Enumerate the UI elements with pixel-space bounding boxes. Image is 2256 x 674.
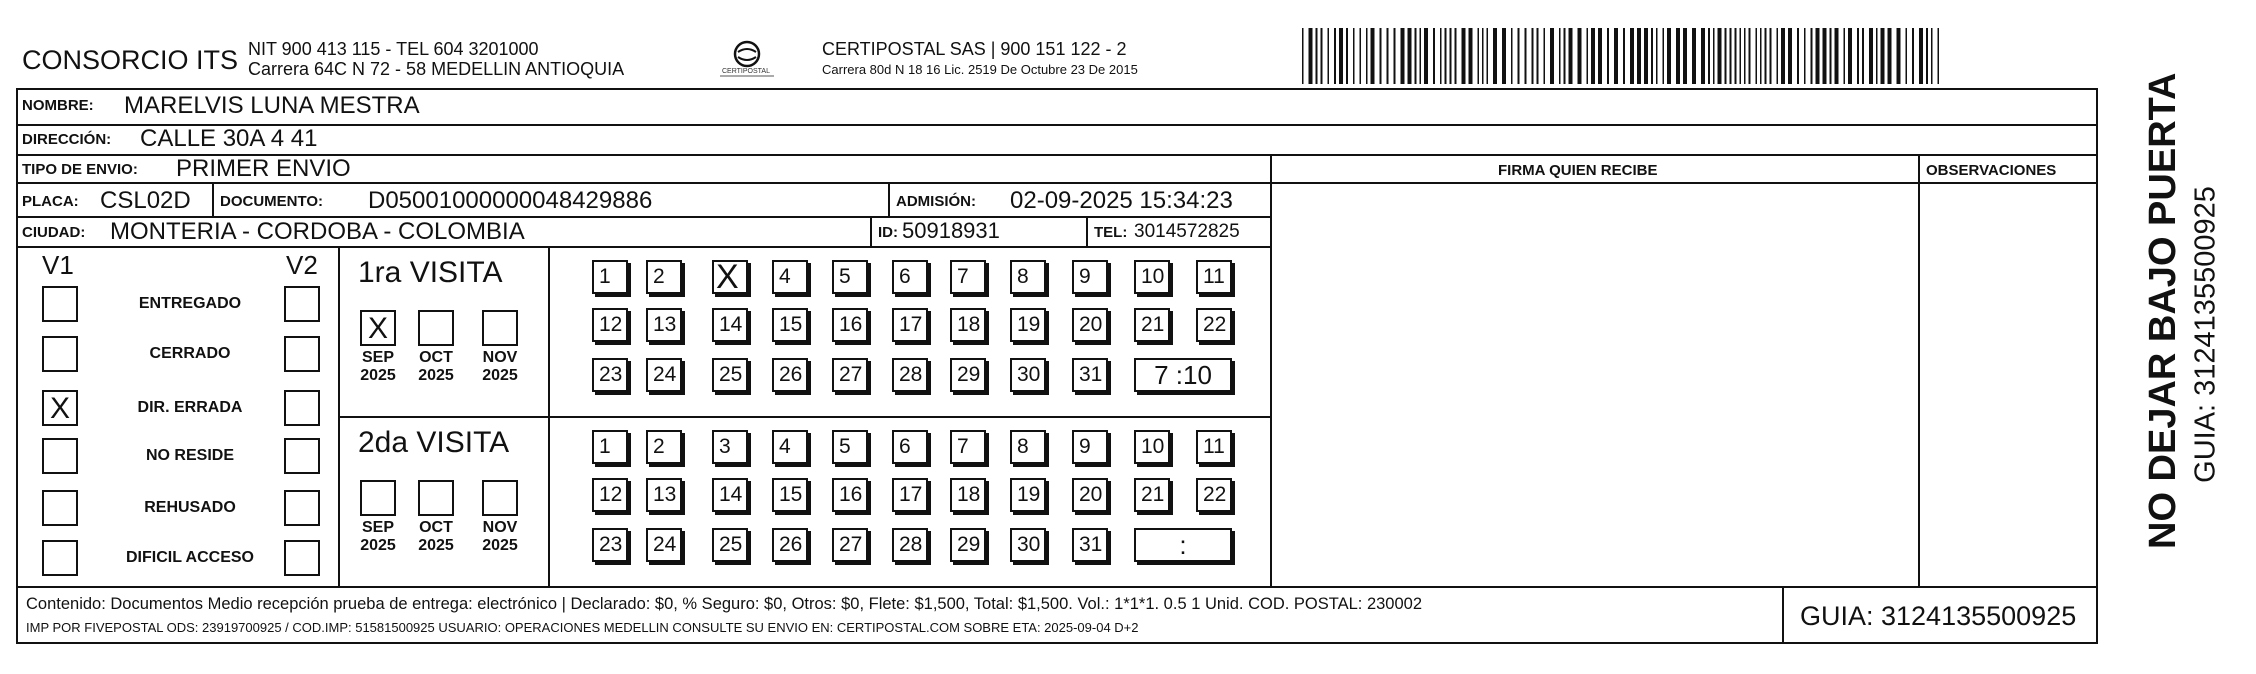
barcode-bar: [1415, 28, 1417, 84]
status-v1-checkbox[interactable]: [42, 438, 78, 474]
status-label: REHUSADO: [144, 499, 236, 516]
barcode-bar: [1823, 28, 1827, 84]
status-label: DIR. ERRADA: [137, 399, 243, 416]
barcode-bar: [1550, 28, 1554, 84]
visit-day-box[interactable]: 21: [1134, 478, 1170, 512]
barcode-bar: [1302, 28, 1304, 84]
barcode-bar: [1569, 28, 1573, 84]
firma-header: FIRMA QUIEN RECIBE: [1498, 162, 1658, 179]
visit-day-box[interactable]: 7: [950, 430, 986, 464]
barcode-bar: [1811, 28, 1813, 84]
barcode-bar: [1309, 28, 1313, 84]
barcode-bar: [1725, 28, 1727, 84]
visit-day-box[interactable]: 2: [646, 260, 682, 294]
barcode-bar: [1692, 28, 1696, 84]
barcode-bar: [1532, 28, 1534, 84]
status-v1-checkbox[interactable]: [42, 540, 78, 576]
status-v1-checkbox[interactable]: [42, 490, 78, 526]
visit-day-box[interactable]: 6: [892, 260, 928, 294]
barcode-bar: [1559, 28, 1561, 84]
barcode-bar: [1919, 28, 1923, 84]
visit-day-box[interactable]: 17: [892, 308, 928, 342]
visit-month-year: 2025: [482, 537, 518, 554]
status-v1-checkbox[interactable]: X: [42, 390, 78, 426]
barcode-bar: [1651, 28, 1653, 84]
visit-day-box[interactable]: 22: [1196, 308, 1232, 342]
id-label: ID:: [878, 224, 898, 241]
barcode-bar: [1804, 28, 1806, 84]
logo-text: CERTIPOSTAL: [722, 68, 770, 75]
barcode-bar: [1637, 28, 1641, 84]
documento-value: D05001000000048429886: [368, 187, 653, 214]
barcode-bar: [1440, 28, 1442, 84]
barcode-bar: [1735, 28, 1737, 84]
firma-area[interactable]: [1272, 184, 1916, 584]
barcode-bar: [1630, 28, 1634, 84]
tipo-value: PRIMER ENVIO: [176, 155, 351, 182]
courier-address: Carrera 80d N 18 16 Lic. 2519 De Octubre 23 De 2015: [822, 62, 1138, 77]
barcode-bar: [1788, 28, 1792, 84]
id-value: 50918931: [902, 218, 1000, 243]
barcode-bar: [1756, 28, 1758, 84]
visit-day-box[interactable]: 13: [646, 478, 682, 512]
visit-day-box[interactable]: 25: [712, 358, 748, 392]
barcode-bar: [1353, 28, 1355, 84]
barcode-bar: [1740, 28, 1742, 84]
visit-day-box[interactable]: 12: [592, 478, 628, 512]
visit-month-label: SEP: [361, 349, 394, 366]
visit-day-box[interactable]: 17: [892, 478, 928, 512]
barcode-bar: [1537, 28, 1539, 84]
cell-divider: [870, 216, 872, 246]
barcode-bar: [1869, 28, 1873, 84]
visit-day-box[interactable]: 16: [832, 478, 868, 512]
visit-day-box[interactable]: 24: [646, 358, 682, 392]
barcode-bar: [1408, 28, 1412, 84]
barcode-bar: [1876, 28, 1878, 84]
visit-day-box[interactable]: 29: [950, 528, 986, 562]
barcode-bar: [1321, 28, 1323, 84]
barcode-bar: [1781, 28, 1785, 84]
barcode-bar: [1371, 28, 1375, 84]
admision-value: 02-09-2025 15:34:23: [1010, 187, 1233, 214]
status-v1-checkbox[interactable]: [42, 336, 78, 372]
row-divider: [16, 246, 1272, 248]
status-v2-checkbox[interactable]: [284, 390, 320, 426]
barcode-bar: [1578, 28, 1582, 84]
barcode-bar: [1844, 28, 1846, 84]
barcode-bar: [1816, 28, 1820, 84]
barcode-bar: [1777, 28, 1779, 84]
courier-name: CERTIPOSTAL SAS | 900 151 122 - 2: [822, 39, 1127, 59]
visit-month-checkbox[interactable]: [482, 310, 518, 346]
visit-day-box[interactable]: 8: [1010, 260, 1046, 294]
barcode: [1302, 28, 1942, 84]
barcode-bar: [1401, 28, 1405, 84]
visit-day-box[interactable]: 30: [1010, 528, 1046, 562]
barcode-bar: [1380, 28, 1382, 84]
ciudad-value: MONTERIA - CORDOBA - COLOMBIA: [110, 218, 525, 245]
status-label: CERRADO: [149, 345, 231, 362]
visit-day-box[interactable]: 28: [892, 528, 928, 562]
barcode-bar: [1897, 28, 1901, 84]
barcode-bar: [1744, 28, 1746, 84]
barcode-bar: [1366, 28, 1368, 84]
status-v2-checkbox[interactable]: [284, 540, 320, 576]
visit-day-box[interactable]: 26: [772, 358, 808, 392]
company-address: Carrera 64C N 72 - 58 MEDELLIN ANTIOQUIA: [248, 59, 625, 79]
visit-day-box[interactable]: 9: [1072, 260, 1108, 294]
barcode-bar: [1938, 28, 1940, 84]
visit-day-box[interactable]: 29: [950, 358, 986, 392]
barcode-bar: [1394, 28, 1396, 84]
admision-label: ADMISIÓN:: [896, 193, 976, 210]
visit-month-year: 2025: [418, 367, 454, 384]
barcode-bar: [1749, 28, 1751, 84]
footer-print-info: IMP POR FIVEPOSTAL ODS: 23919700925 / COD.IMP: 51581500925 USUARIO: OPERACIONES MEDELLIN CONSULTE SU ENVIO EN: CERTIPOSTAL.COM SOBRE ETA: 2025-09-04 D+2: [26, 620, 1139, 635]
barcode-bar: [1718, 28, 1722, 84]
barcode-bar: [1888, 28, 1892, 84]
visit-day-box[interactable]: 6: [892, 430, 928, 464]
visit-day-box[interactable]: 20: [1072, 478, 1108, 512]
direccion-value: CALLE 30A 4 41: [140, 125, 318, 152]
guia-footer: GUIA: 3124135500925: [1800, 601, 2077, 631]
visit-day-box[interactable]: 19: [1010, 478, 1046, 512]
visit-day-box[interactable]: 23: [592, 358, 628, 392]
cell-divider: [212, 182, 214, 216]
status-v2-checkbox[interactable]: [284, 438, 320, 474]
visit-day-box[interactable]: 13: [646, 308, 682, 342]
visit-month-checkbox[interactable]: X: [360, 310, 396, 346]
row-divider: [16, 182, 1272, 184]
barcode-bar: [1730, 28, 1732, 84]
barcode-bar: [1502, 28, 1506, 84]
visit-day-box[interactable]: 5: [832, 260, 868, 294]
company-nit: NIT 900 413 115 - TEL 604 3201000: [248, 39, 539, 59]
barcode-bar: [1667, 28, 1671, 84]
barcode-bar: [1701, 28, 1705, 84]
visit-day-box[interactable]: 9: [1072, 430, 1108, 464]
visit-month-checkbox[interactable]: [418, 310, 454, 346]
barcode-bar: [1478, 28, 1480, 84]
barcode-bar: [1525, 28, 1527, 84]
barcode-bar: [1644, 28, 1648, 84]
visit-day-box[interactable]: 10: [1134, 260, 1170, 294]
visit-month-year: 2025: [482, 367, 518, 384]
barcode-bar: [1765, 28, 1767, 84]
visit-day-box[interactable]: 27: [832, 528, 868, 562]
status-label: ENTREGADO: [138, 295, 242, 312]
cell-divider: [1086, 216, 1088, 246]
barcode-bar: [1518, 28, 1520, 84]
visit-day-box[interactable]: 14: [712, 478, 748, 512]
visit-month-label: SEP: [361, 519, 394, 536]
row-divider: [16, 586, 2098, 588]
visit-day-box[interactable]: X: [712, 260, 748, 294]
visit-day-box[interactable]: 10: [1134, 430, 1170, 464]
status-v2-checkbox[interactable]: [284, 490, 320, 526]
barcode-bar: [1656, 28, 1658, 84]
visit-day-box[interactable]: 22: [1196, 478, 1232, 512]
cell-divider: [888, 182, 890, 216]
tel-value: 3014572825: [1134, 221, 1240, 242]
logo-icon: [710, 38, 784, 82]
barcode-bar: [1387, 28, 1389, 84]
visit-day-box[interactable]: 1: [592, 430, 628, 464]
barcode-bar: [1424, 28, 1428, 84]
visit-time-field[interactable]: :: [1134, 528, 1232, 562]
visit-time-field[interactable]: 7 :10: [1134, 358, 1232, 392]
observaciones-area[interactable]: [1920, 184, 2096, 584]
barcode-bar: [1328, 28, 1330, 84]
ciudad-label: CIUDAD:: [22, 224, 86, 241]
barcode-bar: [1587, 28, 1589, 84]
visit-day-box[interactable]: 4: [772, 260, 808, 294]
observaciones-header: OBSERVACIONES: [1926, 162, 2057, 179]
barcode-bar: [1462, 28, 1466, 84]
visit-day-box[interactable]: 11: [1196, 430, 1232, 464]
barcode-bar: [1770, 28, 1772, 84]
barcode-bar: [1511, 28, 1513, 84]
visit-day-box[interactable]: 15: [772, 308, 808, 342]
barcode-bar: [1564, 28, 1566, 84]
visit-month-checkbox[interactable]: [360, 480, 396, 516]
visit-month-year: 2025: [418, 537, 454, 554]
footer-content: Contenido: Documentos Medio recepción prueba de entrega: electrónico | Declarado: $0, % Seguro: $0, Otros: $0, Flete: $1,500, Total: $1,500. Vol.: 1*1*1. 0.5 1 Unid. COD. POSTAL: 230002: [26, 595, 1423, 613]
documento-label: DOCUMENTO:: [220, 193, 324, 210]
tipo-label: TIPO DE ENVIO:: [22, 161, 138, 178]
barcode-bar: [1360, 28, 1362, 84]
barcode-bar: [1857, 28, 1859, 84]
visit-day-box[interactable]: 16: [832, 308, 868, 342]
barcode-bar: [1848, 28, 1852, 84]
visit-day-box[interactable]: 1: [592, 260, 628, 294]
row-divider: [16, 124, 2098, 126]
guia-divider: [1782, 586, 1784, 644]
side-guia: GUIA: 3124135500925: [2189, 186, 2222, 483]
barcode-bar: [1420, 28, 1422, 84]
v1-header: V1: [42, 250, 74, 280]
visit-day-box[interactable]: 28: [892, 358, 928, 392]
barcode-bar: [1906, 28, 1908, 84]
visit-day-box[interactable]: 11: [1196, 260, 1232, 294]
visit-day-box[interactable]: 21: [1134, 308, 1170, 342]
visit-day-box[interactable]: 31: [1072, 528, 1108, 562]
barcode-bar: [1433, 28, 1435, 84]
barcode-bar: [1455, 28, 1457, 84]
company-name: CONSORCIO ITS: [22, 45, 239, 75]
barcode-bar: [1708, 28, 1710, 84]
certipostal-logo: [710, 38, 784, 82]
barcode-bar: [1316, 28, 1318, 84]
status-v1-checkbox[interactable]: [42, 286, 78, 322]
visit-month-label: NOV: [482, 349, 518, 366]
barcode-bar: [1334, 28, 1336, 84]
barcode-bar: [1676, 28, 1680, 84]
obs-right-divider: [2096, 154, 2098, 586]
visit-month-label: OCT: [419, 349, 453, 366]
visit-month-checkbox[interactable]: [482, 480, 518, 516]
placa-label: PLACA:: [22, 193, 79, 210]
barcode-bar: [1445, 28, 1447, 84]
barcode-bar: [1591, 28, 1595, 84]
barcode-bar: [1544, 28, 1546, 84]
barcode-bar: [1598, 28, 1602, 84]
visit-month-label: OCT: [419, 519, 453, 536]
barcode-bar: [1346, 28, 1348, 84]
barcode-bar: [1862, 28, 1864, 84]
nombre-label: NOMBRE:: [22, 97, 94, 114]
visit-day-box[interactable]: 8: [1010, 430, 1046, 464]
barcode-bar: [1713, 28, 1715, 84]
placa-value: CSL02D: [100, 187, 191, 214]
side-warning: NO DEJAR BAJO PUERTA: [2142, 72, 2184, 549]
direccion-label: DIRECCIÓN:: [22, 131, 112, 148]
v2-header: V2: [286, 250, 318, 280]
visit-day-box[interactable]: 23: [592, 528, 628, 562]
visit-day-box[interactable]: 19: [1010, 308, 1046, 342]
visit-day-box[interactable]: 18: [950, 478, 986, 512]
visit-day-box[interactable]: 12: [592, 308, 628, 342]
visit-day-box[interactable]: 3: [712, 430, 748, 464]
visit-day-box[interactable]: 7: [950, 260, 986, 294]
barcode-bar: [1931, 28, 1933, 84]
barcode-bar: [1482, 28, 1484, 84]
barcode-bar: [1607, 28, 1609, 84]
visit-month-label: NOV: [482, 519, 518, 536]
visit-day-box[interactable]: 31: [1072, 358, 1108, 392]
barcode-bar: [1450, 28, 1452, 84]
visit-day-box[interactable]: 14: [712, 308, 748, 342]
tel-label: TEL:: [1094, 224, 1128, 241]
visit-divider: [338, 416, 1272, 418]
barcode-bar: [1912, 28, 1914, 84]
visit-day-box[interactable]: 24: [646, 528, 682, 562]
barcode-bar: [1835, 28, 1839, 84]
barcode-bar: [1623, 28, 1625, 84]
visit-day-box[interactable]: 4: [772, 430, 808, 464]
visit-day-box[interactable]: 15: [772, 478, 808, 512]
visit-day-box[interactable]: 2: [646, 430, 682, 464]
barcode-bar: [1487, 28, 1489, 84]
visit-month-year: 2025: [360, 367, 396, 384]
visit-day-box[interactable]: 18: [950, 308, 986, 342]
visit-title: 1ra VISITA: [358, 256, 503, 289]
nombre-value: MARELVIS LUNA MESTRA: [124, 92, 420, 119]
status-v2-checkbox[interactable]: [284, 336, 320, 372]
barcode-bar: [1797, 28, 1799, 84]
visit-day-box[interactable]: 26: [772, 528, 808, 562]
visit-title: 2da VISITA: [358, 426, 510, 459]
visit-day-box[interactable]: 30: [1010, 358, 1046, 392]
barcode-bar: [1760, 28, 1762, 84]
barcode-bar: [1614, 28, 1618, 84]
status-label: NO RESIDE: [145, 447, 234, 464]
visit-day-box[interactable]: 20: [1072, 308, 1108, 342]
status-label: DIFICIL ACCESO: [125, 549, 254, 566]
visit-month-year: 2025: [360, 537, 396, 554]
visit-month-checkbox[interactable]: [418, 480, 454, 516]
barcode-bar: [1926, 28, 1928, 84]
visit-day-box[interactable]: 5: [832, 430, 868, 464]
barcode-bar: [1663, 28, 1665, 84]
barcode-bar: [1830, 28, 1832, 84]
barcode-bar: [1469, 28, 1473, 84]
barcode-bar: [1339, 28, 1343, 84]
barcode-bar: [1493, 28, 1497, 84]
barcode-bar: [1683, 28, 1687, 84]
visit-day-box[interactable]: 25: [712, 528, 748, 562]
barcode-bar: [1881, 28, 1885, 84]
status-v2-checkbox[interactable]: [284, 286, 320, 322]
visit-day-box[interactable]: 27: [832, 358, 868, 392]
